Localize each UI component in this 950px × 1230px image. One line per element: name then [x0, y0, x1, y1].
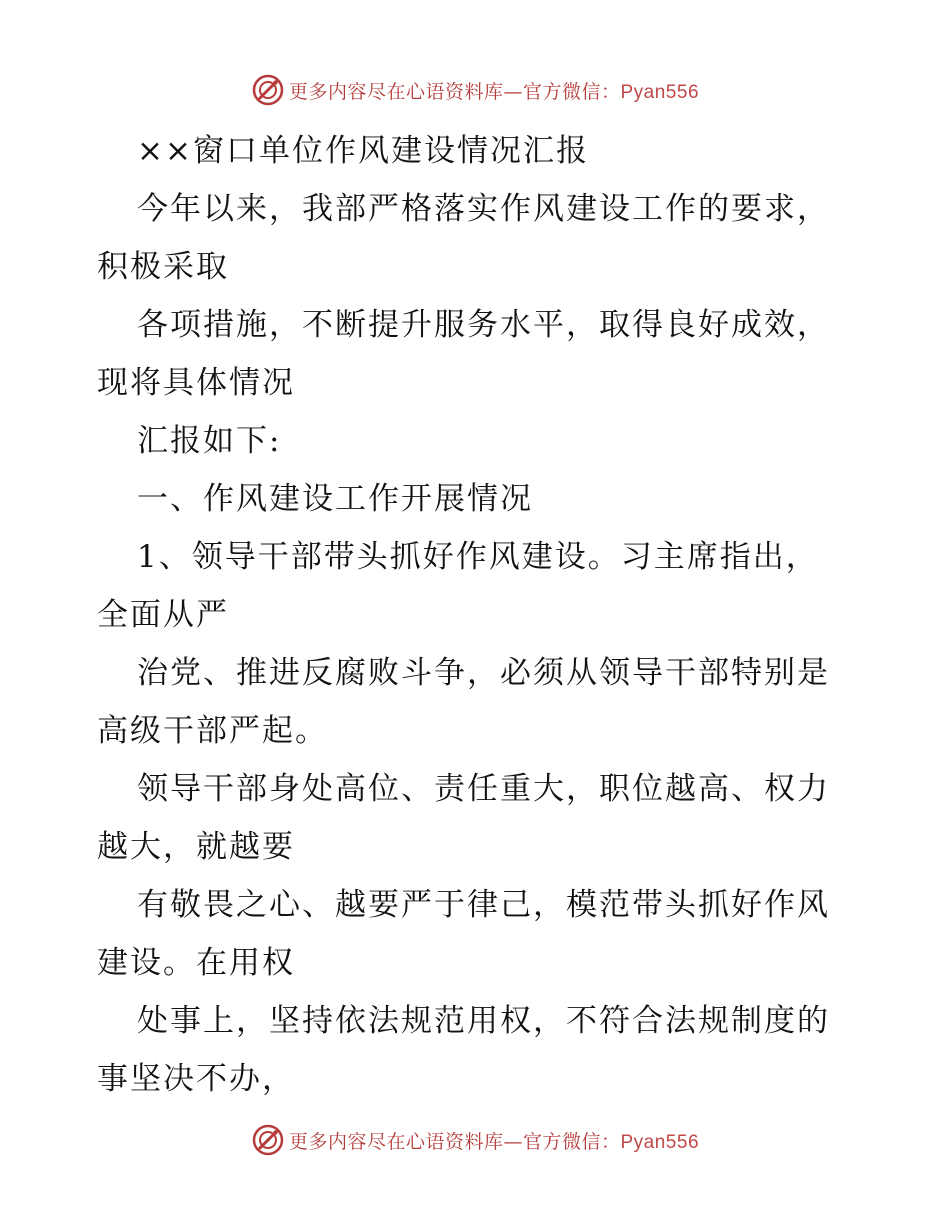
paragraph-line: 汇报如下: — [137, 423, 282, 459]
document-title: ××窗口单位作风建设情况汇报 — [137, 133, 589, 169]
paragraph-line: 处事上，坚持依法规范用权，不符合法规制度的 — [137, 1003, 830, 1039]
paragraph-line: 事坚决不办， — [97, 1061, 295, 1097]
paragraph-line: 领导干部身处高位、责任重大，职位越高、权力 — [137, 771, 830, 807]
watermark-logo-icon — [251, 73, 285, 107]
paragraph-line: 今年以来，我部严格落实作风建设工作的要求， — [137, 191, 830, 227]
paragraph-line: 全面从严 — [97, 597, 229, 633]
paragraph-line: 高级干部严起。 — [97, 713, 328, 749]
paragraph-line: 越大，就越要 — [97, 829, 295, 865]
watermark-header — [0, 70, 950, 110]
watermark-label: 更多内容尽在心语资料库—官方微信： — [288, 1130, 621, 1153]
paragraph-line: 治党、推进反腐败斗争，必须从领导干部特别是 — [137, 655, 830, 691]
paragraph-line: 现将具体情况 — [97, 365, 295, 401]
paragraph-line: 建设。在用权 — [97, 945, 295, 981]
watermark-text — [289, 1127, 699, 1154]
watermark-wechat-id: Pyan556 — [620, 1131, 700, 1153]
paragraph-line: 1、领导干部带头抓好作风建设。习主席指出， — [137, 539, 819, 575]
paragraph-line: 积极采取 — [97, 249, 229, 285]
document-body — [97, 122, 857, 1108]
paragraph-line: 有敬畏之心、越要严于律己，模范带头抓好作风 — [137, 887, 830, 923]
watermark-text — [289, 77, 699, 104]
watermark-wechat-id: Pyan556 — [620, 81, 700, 103]
watermark-footer — [0, 1120, 950, 1160]
paragraph-line: 各项措施，不断提升服务水平，取得良好成效， — [137, 307, 830, 343]
document-lines — [97, 180, 857, 1108]
watermark-label: 更多内容尽在心语资料库—官方微信： — [288, 80, 621, 103]
paragraph-line: 一、作风建设工作开展情况 — [137, 481, 533, 517]
watermark-logo-icon — [251, 1123, 285, 1157]
